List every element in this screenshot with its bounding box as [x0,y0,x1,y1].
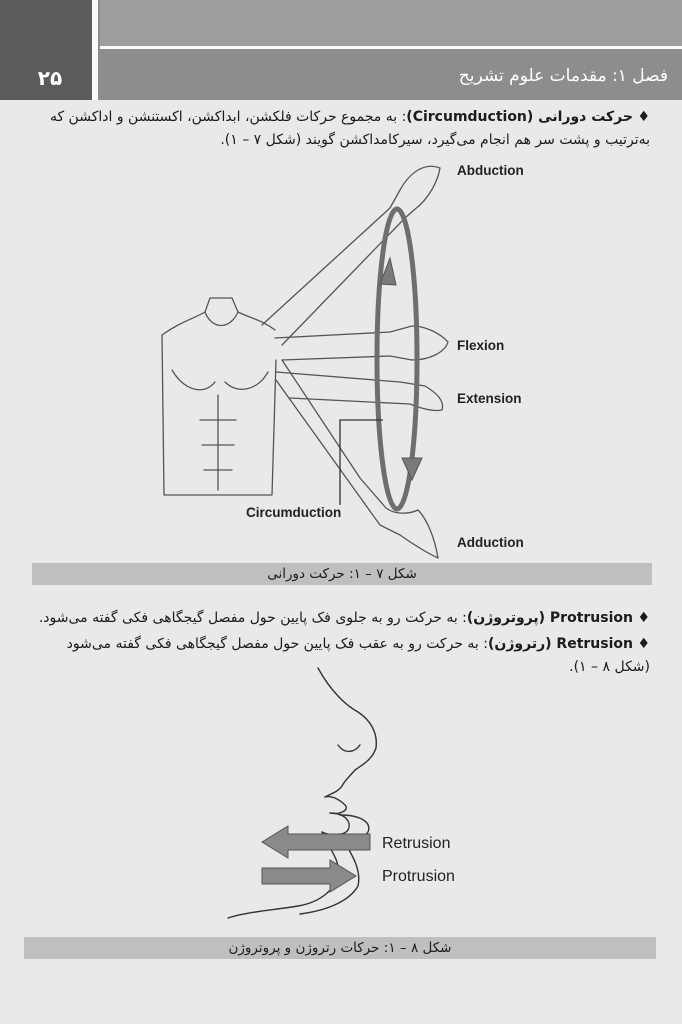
figure-8-caption: شکل ۸ – ۱: حرکات رتروژن و پروتروژن [24,937,656,959]
figure-jaw-movement [0,660,682,935]
figure-7-caption: شکل ۷ – ۱: حرکت دورانی [32,563,652,585]
circumduction-paragraph [30,106,650,152]
lower-lip [322,813,349,835]
page-number: ۲۵ [37,66,63,90]
chest-right [225,372,268,389]
page-header [0,0,682,100]
circumduction-leader-line [340,420,383,505]
protrusion-term: Protrusion (پروتروژن) [466,610,633,626]
shoulder-line [162,298,275,335]
retrusion-text: : به حرکت رو به عقب فک پایین حول مفصل گیجگاهی فکی گفته می‌شود (شکل ۸ – ۱). [66,636,650,675]
protrusion-text: : به حرکت رو به جلوی فک پایین حول مفصل گیجگاهی فکی گفته می‌شود. [38,610,467,626]
protrusion-paragraph [30,607,650,630]
retrusion-term: Retrusion (رتروژن) [488,636,633,652]
label-retrusion: Retrusion [382,835,451,852]
circumduction-text: : به مجموع حرکات فلکشن، ابداکشن، اکستنشن و اداکشن که به‌ترتیب و پشت سر هم انجام می‌گیرد، سیرکامداکشن گویند (شکل ۷ – ۱). [49,109,650,148]
label-protrusion: Protrusion [382,868,455,885]
bullet-icon: ♦ [637,610,650,626]
label-abduction: Abduction [457,163,524,178]
bullet-icon: ♦ [637,109,650,125]
face-profile-upper [318,668,376,797]
nostril [338,745,360,751]
chapter-title: فصل ۱: مقدمات علوم تشریح [458,66,668,86]
bullet-icon: ♦ [637,636,650,652]
label-circumduction: Circumduction [246,505,342,520]
arm-flexion [275,326,448,360]
neck [205,312,238,326]
protrusion-arrow-icon [262,860,356,892]
label-extension: Extension [457,391,522,406]
retrusion-arrow-icon [262,826,370,858]
circumduction-term: حرکت دورانی (Circumduction) [406,109,633,125]
figure-circumduction [0,150,682,560]
label-adduction: Adduction [457,535,524,550]
header-top-band [100,0,682,49]
torso-outline [162,335,276,495]
upper-lip [325,797,346,814]
header-divider [92,0,98,100]
arrow-down-icon [402,458,422,480]
chest-left [172,370,215,390]
label-flexion: Flexion [457,338,505,353]
